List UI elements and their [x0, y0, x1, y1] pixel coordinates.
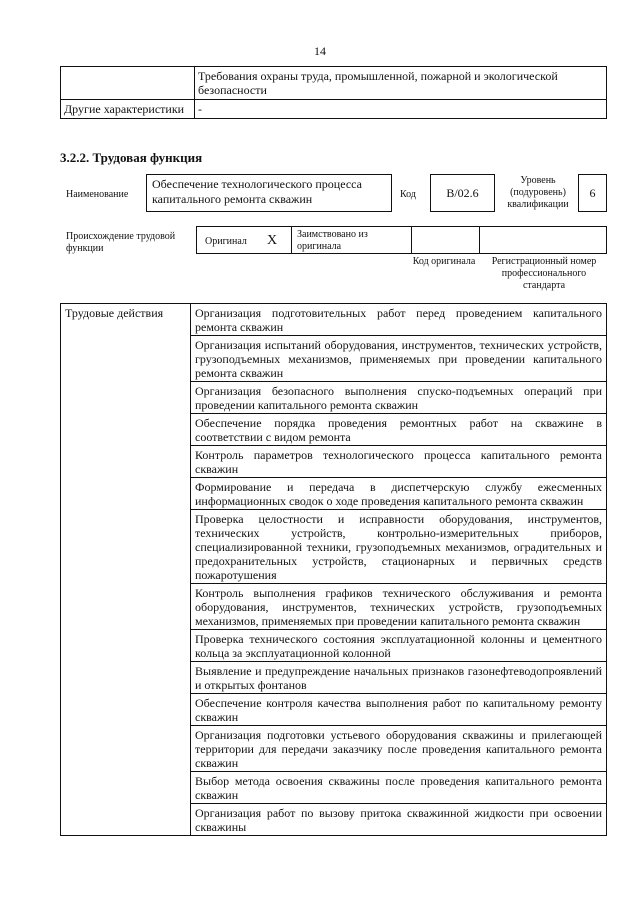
labor-actions-label: Трудовые действия — [61, 304, 191, 836]
row-label — [61, 67, 195, 100]
reg-caption: Регистрационный номер профессионального стандарта — [491, 256, 597, 291]
list-item: Организация испытаний оборудования, инструментов, технических устройств, грузоподъемных механизмов, применяемых при проведении капитального ремонта скважин — [191, 336, 607, 382]
list-item: Обеспечение контроля качества выполнения работ по капитальному ремонту скважин — [191, 694, 607, 726]
original-mark: X — [267, 233, 278, 248]
original-label: Оригинал — [205, 236, 247, 247]
list-item: Проверка целостности и исправности оборудования, инструментов, технических устройств, контрольно-измерительных приборов, специализированной техники, грузоподъемных механизмов, оградительных и предохранительных устройств, стационарных и первичных средств пожаротушения — [191, 510, 607, 584]
divider — [411, 226, 412, 254]
continuation-table — [60, 66, 607, 119]
row-value: - — [195, 100, 607, 119]
code-label: Код — [400, 189, 416, 200]
list-item: Обеспечение порядка проведения ремонтных работ на скважине в соответствии с видом ремонта — [191, 414, 607, 446]
labor-actions-table — [60, 303, 607, 836]
row-value: Требования охраны труда, промышленной, пожарной и экологической безопасности — [195, 67, 607, 100]
table-row — [61, 304, 607, 336]
list-item: Организация подготовительных работ перед проведением капитального ремонта скважин — [191, 304, 607, 336]
level-label: Уровень (подуровень) квалификации — [507, 175, 569, 210]
list-item: Организация работ по вызову притока скважинной жидкости при освоении скважины — [191, 804, 607, 836]
list-item: Выбор метода освоения скважины после проведения капитального ремонта скважин — [191, 772, 607, 804]
list-item: Организация безопасного выполнения спуско-подъемных операций при проведении капитального ремонта скважин — [191, 382, 607, 414]
origin-box — [196, 226, 607, 254]
qualification-level: 6 — [578, 174, 607, 212]
list-item: Формирование и передача в диспетчерскую службу ежесменных информационных сводок о ходе проведения капитального ремонта скважин — [191, 478, 607, 510]
divider — [479, 226, 480, 254]
function-name: Обеспечение технологического процесса капитального ремонта скважин — [146, 174, 392, 212]
name-label: Наименование — [66, 189, 129, 200]
code-caption: Код оригинала — [412, 256, 476, 267]
list-item: Контроль выполнения графиков технического обслуживания и ремонта оборудования, инструментов, технических устройств, грузоподъемных механизмов, применяемых при проведении капитального ремонта скважин — [191, 584, 607, 630]
list-item: Выявление и предупреждение начальных признаков газонефтеводопроявлений и открытых фонтанов — [191, 662, 607, 694]
list-item: Проверка технического состояния эксплуатационной колонны и цементного кольца за эксплуатационной колонной — [191, 630, 607, 662]
borrowed-label: Заимствовано из оригинала — [297, 229, 368, 252]
list-item: Контроль параметров технологического процесса капитального ремонта скважин — [191, 446, 607, 478]
origin-label: Происхождение трудовой функции — [66, 231, 176, 254]
list-item: Организация подготовки устьевого оборудования скважины и прилегающей территории для передачи заказчику после проведения капитального ремонта скважин — [191, 726, 607, 772]
function-code: B/02.6 — [430, 174, 495, 212]
row-label: Другие характеристики — [61, 100, 195, 119]
table-row — [61, 100, 607, 119]
section-title: 3.2.2. Трудовая функция — [60, 150, 203, 165]
page-number: 14 — [314, 44, 326, 58]
table-row — [61, 67, 607, 100]
divider — [291, 226, 292, 254]
